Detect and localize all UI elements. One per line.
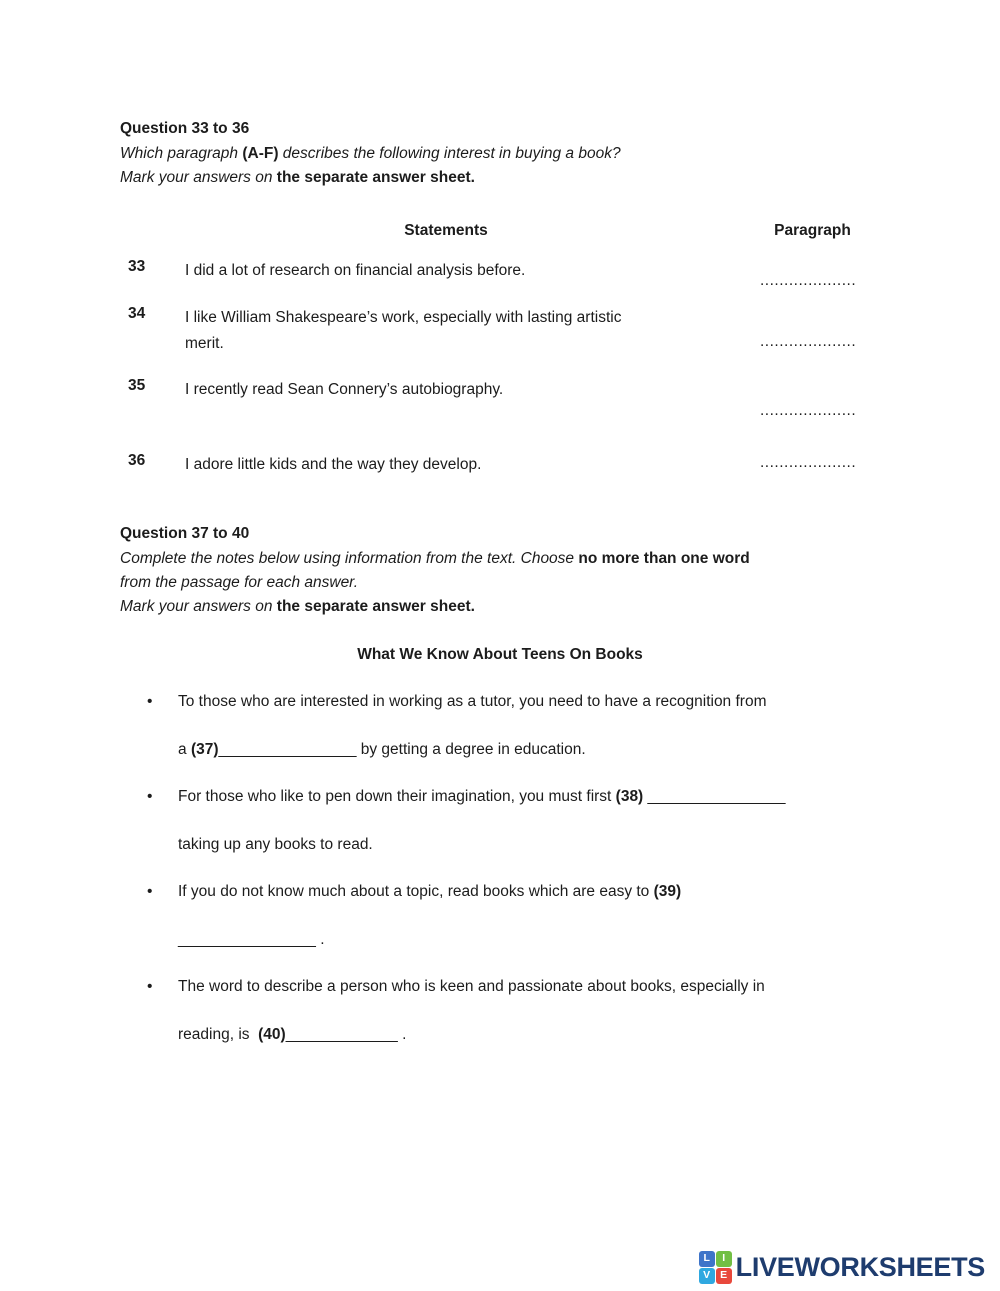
instruction-bold: the separate answer sheet. (276, 598, 475, 615)
note-bullet-1 (120, 678, 910, 773)
instruction-bold: (A-F) (242, 145, 279, 162)
instruction-text: Which paragraph (120, 145, 243, 162)
row-number: 33 (128, 258, 146, 275)
logo-tile-l: L (699, 1251, 715, 1267)
note-bullet-2 (120, 773, 910, 868)
logo-tile-i: I (716, 1251, 732, 1267)
instruction-line-1 (120, 547, 900, 571)
statement-text: I recently read Sean Connery’s autobiography. (185, 381, 504, 398)
note-line (120, 821, 910, 869)
statement-row-35 (120, 377, 882, 420)
note-bullet-4 (120, 963, 910, 1058)
answer-dots-33[interactable]: .................... (760, 272, 857, 289)
instruction-line-1 (120, 142, 900, 166)
note-line (120, 868, 910, 916)
bullet-icon: • (147, 978, 153, 995)
blank-number: (38) (615, 788, 644, 805)
instruction-line-3 (120, 595, 900, 619)
blank-number: (37) (190, 740, 219, 758)
answer-dots-35[interactable]: .................... (760, 402, 857, 419)
question-33-36-heading: Question 33 to 36 (120, 120, 250, 137)
logo-tile-e: E (716, 1268, 732, 1284)
answer-dots-36[interactable]: .................... (760, 454, 857, 471)
instruction-text: Mark your answers on (120, 169, 277, 186)
answer-dots-34[interactable]: .................... (760, 333, 857, 350)
logo-tile-v: V (699, 1268, 715, 1284)
note-text: To those who are interested in working as a tutor, you need to have a recognition from (178, 693, 767, 710)
section-q37-40 (120, 521, 900, 667)
note-text: For those who like to pen down their imagination, you must first (178, 788, 616, 805)
statement-row-33 (120, 258, 882, 290)
answer-blank-37[interactable]: ________________ (218, 740, 357, 758)
note-line (120, 678, 910, 726)
answer-blank-38[interactable]: ________________ (643, 788, 786, 805)
note-text: reading, is (178, 1025, 259, 1043)
blank-number: (40) (258, 1025, 286, 1043)
note-line (120, 1011, 910, 1059)
row-number: 36 (128, 452, 146, 469)
statement-text: I did a lot of research on financial analysis before. (185, 262, 526, 279)
blank-number: (39) (653, 883, 682, 900)
instruction-line-2 (120, 166, 900, 190)
bullet-icon: • (147, 788, 153, 805)
note-text: If you do not know much about a topic, read books which are easy to (178, 883, 654, 900)
answer-blank-39[interactable]: ________________ (178, 930, 316, 948)
statement-text: I like William Shakespeare’s work, especially with lasting artistic (185, 309, 622, 326)
section-q33-36 (120, 116, 900, 190)
bullet-icon: • (147, 693, 153, 710)
instruction-text: describes the following interest in buying a book? (278, 145, 621, 162)
notes-title: What We Know About Teens On Books (357, 646, 643, 663)
answer-blank-40[interactable]: _____________ (285, 1025, 398, 1043)
instruction-text: Complete the notes below using information from the text. Choose (120, 550, 579, 567)
note-line (120, 916, 910, 964)
liveworksheets-grid-icon (699, 1251, 732, 1284)
row-number: 34 (128, 305, 146, 322)
liveworksheets-logo[interactable] (699, 1250, 985, 1284)
row-number: 35 (128, 377, 146, 394)
statement-row-34 (120, 305, 882, 357)
bullet-icon: • (147, 883, 153, 900)
note-text: by getting a degree in education. (356, 740, 586, 758)
notes-list (120, 678, 910, 1058)
instruction-line-2: from the passage for each answer. (120, 574, 359, 591)
instruction-bold: the separate answer sheet. (276, 169, 475, 186)
statement-text: merit. (185, 335, 224, 352)
statement-text: I adore little kids and the way they develop. (185, 456, 482, 473)
instruction-bold: no more than one word (578, 550, 750, 567)
paragraph-header: Paragraph (774, 222, 851, 239)
note-bullet-3 (120, 868, 910, 963)
note-line (120, 773, 910, 821)
note-text: taking up any books to read. (178, 835, 373, 853)
question-37-40-heading: Question 37 to 40 (120, 525, 250, 542)
note-text: a (178, 740, 191, 758)
statements-header: Statements (404, 222, 488, 239)
statement-row-36 (120, 452, 882, 478)
note-text: . (315, 930, 325, 948)
note-line (120, 963, 910, 1011)
note-text: . (397, 1025, 407, 1043)
instruction-text: Mark your answers on (120, 598, 277, 615)
brand-wordmark: LIVEWORKSHEETS (735, 1252, 985, 1282)
note-line (120, 726, 910, 774)
note-text: The word to describe a person who is keen and passionate about books, especially in (178, 978, 765, 995)
